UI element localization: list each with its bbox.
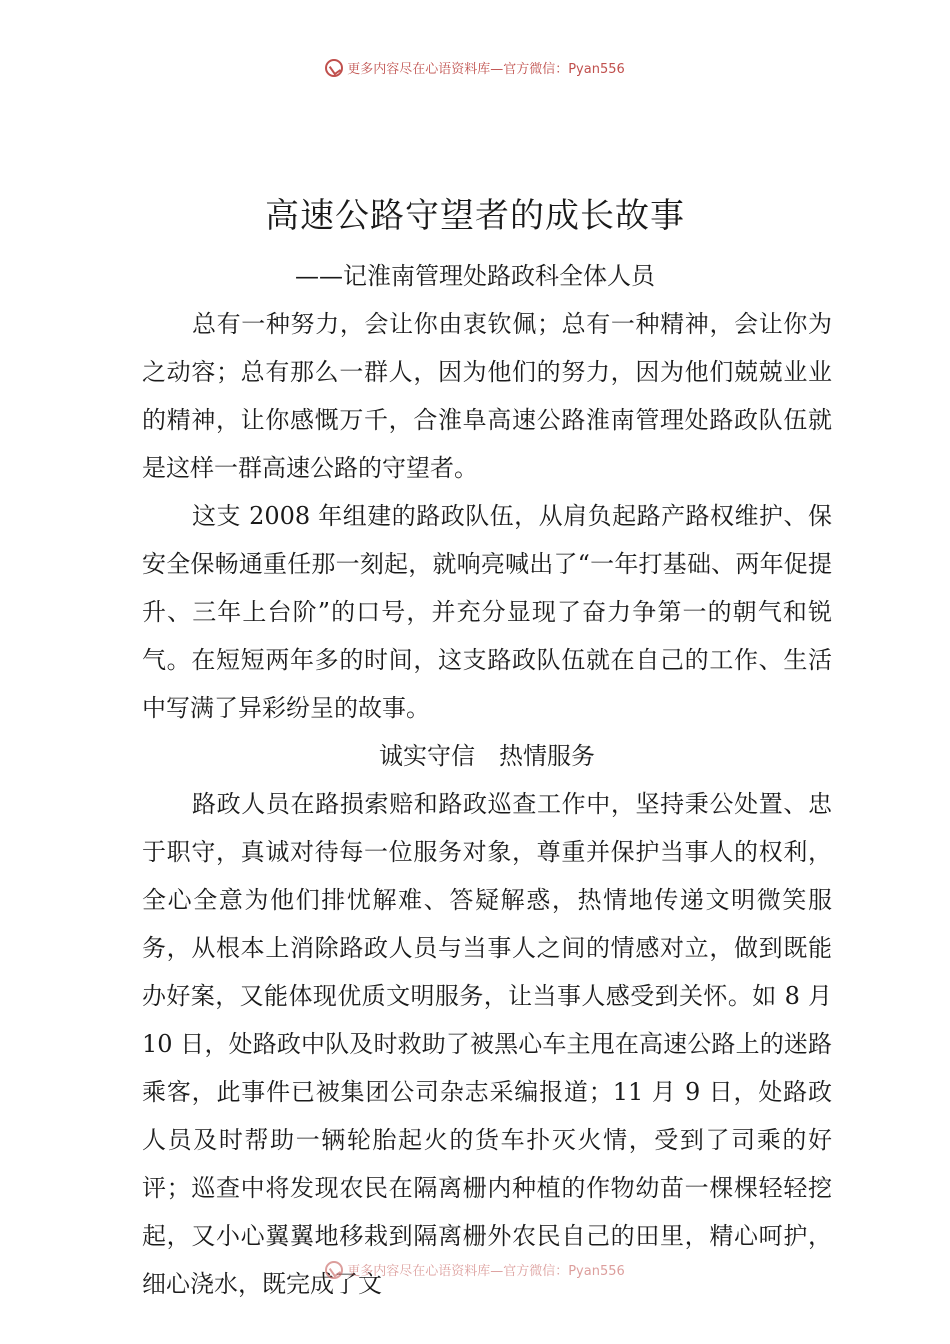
paragraph-service: 路政人员在路损索赔和路政巡查工作中，坚持秉公处置、忠于职守，真诚对待每一位服务对象，尊重并保护当事人的权利，全心全意为他们排忧解难、答疑解惑，热情地传递文明微笑服务，从根本上消除路政人员与当事人之间的情感对立，做到既能办好案，又能体现优质文明服务，让当事人感受到关怀。如 8 月 10 日，处路政中队及时救助了被黑心车主甩在高速公路上的迷路乘客，此事件已被集团公司杂志采编报道；11 月 9 日，处路政人员及时帮助一辆轮胎起火的货车扑灭火情，受到了司乘的好评；巡查中将发现农民在隔离栅内种植的作物幼苗一棵棵轻轻挖起，又小心翼翼地移栽到隔离栅外农民自己的田里，精心呵护，细心浇水，既完成了文 [142, 790, 832, 1298]
document-subtitle: ——记淮南管理处路政科全体人员 [295, 262, 655, 290]
paragraph-team: 这支 2008 年组建的路政队伍，从肩负起路产路权维护、保安全保畅通重任那一刻起，就响亮喊出了“一年打基础、两年促提升、三年上台阶”的口号，并充分显现了奋力争第一的朝气和锐气。在短短两年多的时间，这支路政队伍就在自己的工作、生活中写满了异彩纷呈的故事。 [142, 502, 832, 722]
pen-logo-icon [325, 1261, 343, 1279]
section-heading: 诚实守信 热情服务 [379, 742, 595, 770]
document-body [142, 300, 832, 1308]
watermark-bottom [0, 1260, 950, 1279]
watermark-top [0, 58, 950, 77]
pen-logo-icon [325, 59, 343, 77]
paragraph-intro: 总有一种努力，会让你由衷钦佩；总有一种精神，会让你为之动容；总有那么一群人，因为他们的努力，因为他们兢兢业业的精神，让你感慨万千，合淮阜高速公路淮南管理处路政队伍就是这样一群高速公路的守望者。 [142, 310, 832, 482]
watermark-text: 更多内容尽在心语资料库—官方微信：Pyan556 [347, 62, 625, 77]
document-title: 高速公路守望者的成长故事 [265, 196, 685, 236]
watermark-text: 更多内容尽在心语资料库—官方微信：Pyan556 [347, 1264, 625, 1279]
